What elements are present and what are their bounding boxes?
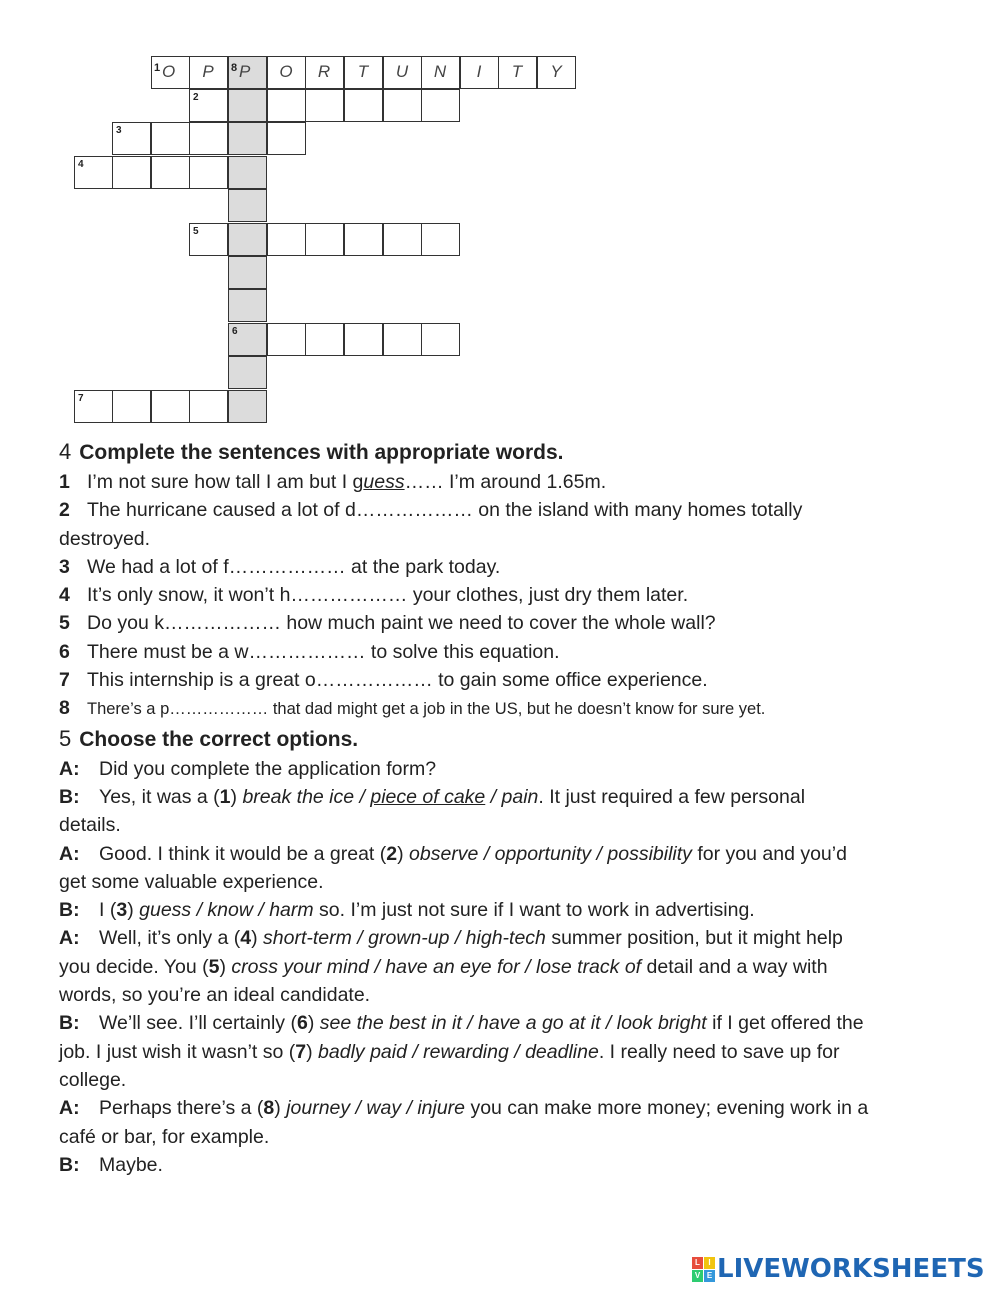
crossword-cell[interactable]	[151, 56, 190, 89]
clue-number: 7	[78, 393, 84, 404]
dialogue-line	[59, 1009, 959, 1094]
crossword-cell[interactable]	[228, 390, 267, 423]
crossword-cell[interactable]	[228, 323, 267, 356]
option[interactable]: break the ice /	[242, 785, 371, 808]
item-number: 8	[59, 697, 70, 720]
sentence-text: The hurricane caused a lot of d……………… on the island with many homes totally	[87, 499, 803, 522]
dialogue-text: detail and a way with	[641, 955, 828, 978]
gap-number: 2	[386, 842, 398, 865]
options[interactable]: guess / know / harm	[139, 899, 314, 922]
options[interactable]: journey / way / injure	[286, 1097, 466, 1120]
dialogue-text: if I get offered the	[706, 1012, 864, 1035]
sentence-text: It’s only snow, it won’t h……………… your clothes, just dry them later.	[87, 584, 689, 607]
clue-number: 8	[231, 62, 238, 74]
crossword-cell[interactable]	[189, 156, 228, 189]
exercise-5-heading	[59, 724, 959, 755]
logo-mark-letter: V	[692, 1270, 703, 1282]
crossword-cell[interactable]	[228, 89, 267, 122]
crossword-cell[interactable]	[421, 323, 460, 356]
logo-mark-letter: L	[692, 1257, 703, 1269]
crossword-cell[interactable]	[305, 56, 344, 89]
clue-number: 3	[116, 125, 122, 136]
dialogue-text: . It just required a few personal	[538, 785, 806, 808]
crossword-cell[interactable]	[74, 390, 113, 423]
sentence-text: This internship is a great o……………… to gain some office experience.	[87, 669, 708, 692]
logo-mark-letter: I	[704, 1257, 715, 1269]
dialogue-text: We’ll see. I’ll certainly (	[99, 1012, 297, 1035]
exercise-4-number: 4	[59, 439, 72, 464]
dialogue-line	[59, 924, 959, 1009]
dialogue-text: summer position, but it might help	[545, 927, 843, 950]
item-number: 3	[59, 555, 70, 578]
dialogue-text: )	[306, 1040, 319, 1063]
gap-number: 1	[219, 785, 231, 808]
clue-number: 4	[78, 159, 84, 170]
crossword-cell[interactable]	[112, 156, 151, 189]
dialogue-text: I (	[99, 899, 117, 922]
dialogue-text: so. I’m just not sure if I want to work in advertising.	[313, 899, 755, 922]
speaker-label: A:	[59, 842, 80, 865]
clue-number: 1	[154, 62, 161, 74]
crossword-grid	[0, 0, 1000, 440]
clue-number: 6	[232, 326, 238, 337]
crossword-cell[interactable]	[383, 323, 422, 356]
dialogue-text: )	[230, 785, 243, 808]
crossword-cell[interactable]	[383, 56, 422, 89]
speaker-label: A:	[59, 1097, 80, 1120]
crossword-letter: O	[162, 62, 177, 81]
exercise-5-number: 5	[59, 725, 72, 751]
dialogue-line	[59, 1151, 959, 1179]
crossword-letter: R	[317, 62, 332, 81]
crossword-cell[interactable]	[267, 323, 306, 356]
crossword-cell[interactable]	[267, 56, 306, 89]
sentence-4	[59, 581, 959, 609]
options[interactable]: cross your mind / have an eye for / lose track of	[231, 955, 642, 978]
dialogue-text: college.	[59, 1068, 127, 1091]
crossword-cell[interactable]	[498, 56, 537, 89]
dialogue-text: )	[127, 899, 140, 922]
options[interactable]: see the best in it / have a go at it / look bright	[319, 1012, 707, 1035]
options[interactable]: short-term / grown-up / high-tech	[263, 927, 546, 950]
speaker-label: B:	[59, 899, 80, 922]
crossword-cell[interactable]	[344, 56, 383, 89]
crossword-cell[interactable]	[460, 56, 499, 89]
dialogue-text: )	[307, 1012, 320, 1035]
gap-number: 3	[116, 899, 128, 922]
exercise-4-title: Complete the sentences with appropriate words.	[79, 441, 564, 464]
crossword-cell[interactable]	[344, 89, 383, 122]
crossword-cell[interactable]	[228, 122, 267, 155]
sentence-text: I’m not sure how tall I am but I g	[87, 471, 364, 493]
crossword-cell[interactable]	[228, 256, 267, 289]
dialogue-text: Maybe.	[99, 1153, 163, 1176]
crossword-cell[interactable]	[421, 89, 460, 122]
clue-number: 5	[193, 226, 199, 237]
dialogue-text: )	[274, 1097, 287, 1120]
option[interactable]: / pain	[485, 785, 539, 808]
dialogue-text: Well, it’s only a (	[99, 927, 241, 950]
sentence-text: There’s a p……………… that dad might get a job in the US, but he doesn’t know for sure yet.	[87, 700, 766, 719]
sentence-7	[59, 666, 959, 694]
speaker-label: A:	[59, 757, 80, 780]
item-number: 7	[59, 669, 70, 692]
crossword-cell[interactable]	[267, 89, 306, 122]
crossword-cell[interactable]	[305, 223, 344, 256]
crossword-cell[interactable]	[267, 122, 306, 155]
crossword-letter: N	[433, 62, 448, 81]
dialogue-text: )	[397, 842, 410, 865]
sentence-2	[59, 496, 959, 553]
example-answer: uess	[363, 471, 405, 493]
item-number: 5	[59, 612, 70, 635]
crossword-cell[interactable]	[305, 89, 344, 122]
sentence-1	[59, 468, 959, 496]
crossword-cell[interactable]	[421, 56, 460, 89]
crossword-cell[interactable]	[537, 56, 576, 89]
crossword-letter: U	[395, 62, 410, 81]
dialogue-text: you decide. You (	[59, 955, 209, 978]
clue-number: 2	[193, 92, 199, 103]
dialogue-text: job. I just wish it wasn’t so (	[59, 1040, 296, 1063]
logo-mark-letter: E	[704, 1270, 715, 1282]
crossword-cell[interactable]	[189, 56, 228, 89]
sentence-text: We had a lot of f……………… at the park today.	[87, 555, 501, 578]
dialogue-text: get some valuable experience.	[59, 870, 324, 893]
crossword-cell[interactable]	[383, 89, 422, 122]
logo-mark-icon	[692, 1257, 714, 1281]
dialogue-text: Good. I think it would be a great (	[99, 842, 387, 865]
crossword-letter: I	[476, 62, 483, 81]
sentence-6	[59, 638, 959, 666]
crossword-cell[interactable]	[151, 122, 190, 155]
gap-number: 7	[295, 1040, 307, 1063]
sentence-text: destroyed.	[59, 527, 151, 550]
dialogue-text: Perhaps there’s a (	[99, 1097, 264, 1120]
dialogue-line	[59, 783, 959, 840]
item-number: 2	[59, 499, 70, 522]
crossword-cell[interactable]	[228, 356, 267, 389]
dialogue-line	[59, 755, 959, 783]
crossword-cell[interactable]	[228, 223, 267, 256]
dialogue-line	[59, 896, 959, 924]
crossword-cell[interactable]	[112, 122, 151, 155]
item-number: 6	[59, 640, 70, 663]
logo-text: LIVEWORKSHEETS	[717, 1254, 985, 1284]
dialogue-text: for you and you’d	[691, 842, 847, 865]
speaker-label: B:	[59, 785, 80, 808]
crossword-cell[interactable]	[151, 390, 190, 423]
crossword-letter: T	[511, 62, 524, 81]
item-number: 1	[59, 471, 70, 493]
crossword-letter: P	[202, 62, 215, 81]
gap-number: 5	[208, 955, 220, 978]
dialogue-text: Did you complete the application form?	[99, 757, 437, 780]
crossword-letter: P	[239, 62, 252, 81]
crossword-cell[interactable]	[189, 122, 228, 155]
item-number: 4	[59, 584, 70, 607]
dialogue-text: café or bar, for example.	[59, 1125, 270, 1148]
crossword-cell[interactable]	[421, 223, 460, 256]
crossword-letter: T	[357, 62, 370, 81]
crossword-cell[interactable]	[189, 89, 228, 122]
sentence-text: …… I’m around 1.65m.	[404, 471, 607, 493]
speaker-label: A:	[59, 927, 80, 950]
option-selected[interactable]: piece of cake	[370, 785, 486, 808]
crossword-cell[interactable]	[228, 189, 267, 222]
liveworksheets-logo[interactable]	[692, 1253, 985, 1285]
crossword-cell[interactable]	[189, 390, 228, 423]
dialogue-text: Yes, it was a (	[99, 785, 220, 808]
crossword-cell[interactable]	[74, 156, 113, 189]
sentence-3	[59, 553, 959, 581]
crossword-cell[interactable]	[344, 223, 383, 256]
speaker-label: B:	[59, 1012, 80, 1035]
crossword-letter: Y	[550, 62, 563, 81]
dialogue-text: you can make more money; evening work in a	[465, 1097, 869, 1120]
dialogue-text: details.	[59, 814, 121, 837]
sentence-text: There must be a w……………… to solve this equation.	[87, 640, 560, 663]
crossword-cell[interactable]	[228, 156, 267, 189]
exercise-4-heading	[59, 437, 959, 468]
sentence-8	[59, 694, 959, 723]
gap-number: 8	[263, 1097, 275, 1120]
crossword-cell[interactable]	[305, 323, 344, 356]
options[interactable]: observe / opportunity / possibility	[409, 842, 692, 865]
dialogue-text: )	[219, 955, 232, 978]
sentence-5	[59, 609, 959, 637]
crossword-cell[interactable]	[228, 289, 267, 322]
exercise-4	[59, 437, 959, 1179]
crossword-cell[interactable]	[228, 56, 267, 89]
crossword-cell[interactable]	[151, 156, 190, 189]
crossword-cell[interactable]	[383, 223, 422, 256]
sentence-text: Do you k……………… how much paint we need to cover the whole wall?	[87, 612, 716, 635]
crossword-letter: O	[279, 62, 294, 81]
exercise-5-title: Choose the correct options.	[79, 727, 359, 751]
gap-number: 6	[296, 1012, 308, 1035]
crossword-cell[interactable]	[267, 223, 306, 256]
dialogue-text: words, so you’re an ideal candidate.	[59, 984, 371, 1007]
dialogue-text: )	[251, 927, 264, 950]
speaker-label: B:	[59, 1153, 80, 1176]
crossword-cell[interactable]	[344, 323, 383, 356]
crossword-cell[interactable]	[112, 390, 151, 423]
gap-number: 4	[240, 927, 252, 950]
dialogue-text: . I really need to save up for	[598, 1040, 840, 1063]
dialogue-line	[59, 1094, 959, 1151]
dialogue-line	[59, 840, 959, 897]
options[interactable]: badly paid / rewarding / deadline	[318, 1040, 599, 1063]
crossword-cell[interactable]	[189, 223, 228, 256]
